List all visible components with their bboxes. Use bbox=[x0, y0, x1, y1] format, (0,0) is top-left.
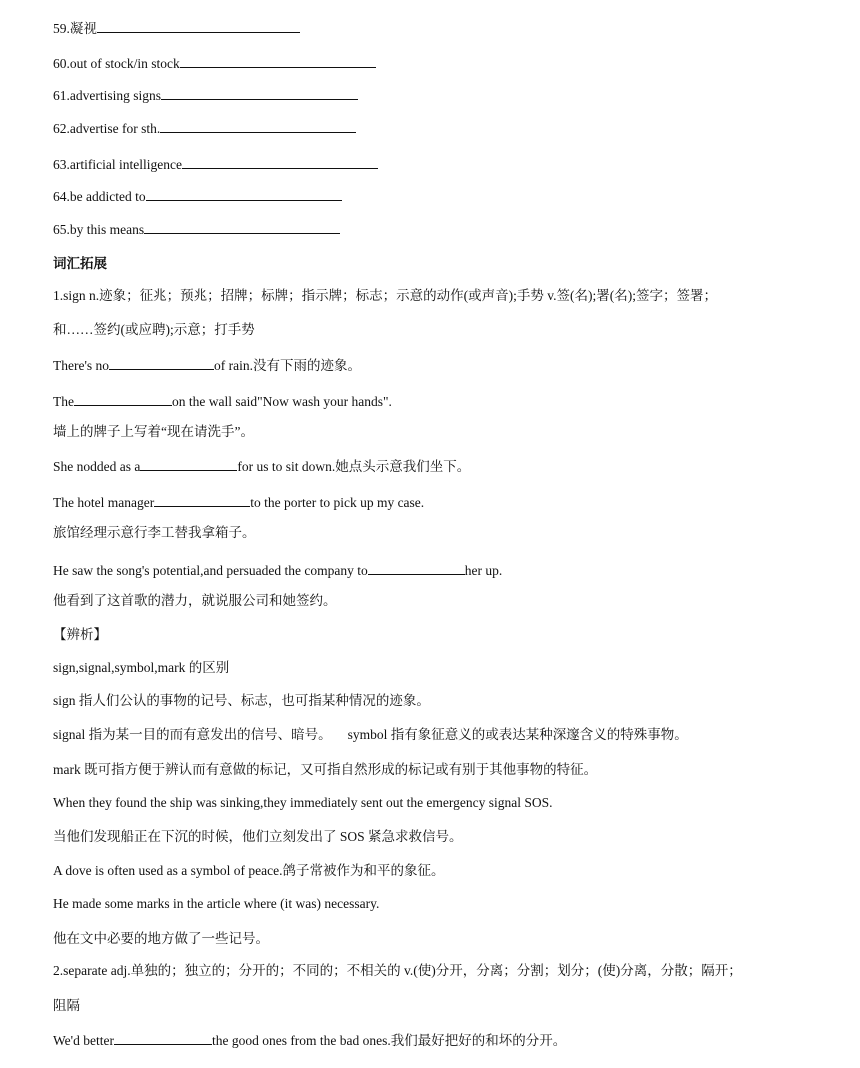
example-2-translation: 墙上的牌子上写着“现在请洗手”。 bbox=[53, 424, 254, 439]
answer-blank[interactable] bbox=[154, 494, 250, 507]
answer-blank[interactable] bbox=[182, 156, 378, 169]
example-4-translation: 旅馆经理示意行李工替我拿箱子。 bbox=[53, 525, 256, 540]
answer-blank[interactable] bbox=[97, 20, 300, 33]
answer-blank[interactable] bbox=[368, 562, 465, 575]
answer-blank[interactable] bbox=[144, 221, 340, 234]
analysis-example-1-translation: 当他们发现船正在下沉的时候，他们立刻发出了 SOS 紧急求救信号。 bbox=[53, 829, 463, 844]
analysis-mark: mark 既可指方便于辨认而有意做的标记，又可指自然形成的标记或有别于其他事物的特征。 bbox=[53, 762, 598, 777]
vocab-item-64: 64.be addicted to bbox=[53, 188, 342, 205]
example-4: The hotel manager to the porter to pick up my case. bbox=[53, 495, 425, 510]
entry-2-definition: 2.separate adj.单独的；独立的；分开的；不同的；不相关的 v.(使)分开，分离；分割；划分；(使)分离，分散；隔开； bbox=[53, 963, 742, 978]
answer-blank[interactable] bbox=[109, 357, 214, 370]
analysis-example-1: When they found the ship was sinking,they immediately sent out the emergency signal SOS. bbox=[53, 795, 553, 810]
example-5-translation: 他看到了这首歌的潜力，就说服公司和她签约。 bbox=[53, 593, 337, 608]
analysis-signal-symbol: signal 指为某一目的而有意发出的信号、暗号。 symbol 指有象征意义的或表达某种深邃含义的特殊事物。 bbox=[53, 727, 688, 742]
analysis-example-2: A dove is often used as a symbol of peace.鸽子常被作为和平的象征。 bbox=[53, 863, 445, 878]
vocab-item-62: 62.advertise for sth. bbox=[53, 120, 356, 137]
answer-blank[interactable] bbox=[161, 87, 358, 100]
entry-1-definition-cont: 和……签约(或应聘);示意；打手势 bbox=[53, 322, 255, 337]
vocab-item-60: 60.out of stock/in stock bbox=[53, 55, 376, 72]
answer-blank[interactable] bbox=[114, 1032, 212, 1045]
answer-blank[interactable] bbox=[74, 393, 172, 406]
vocab-item-59: 59.凝视 bbox=[53, 20, 300, 37]
analysis-example-3: He made some marks in the article where (it was) necessary. bbox=[53, 896, 380, 911]
analysis-title: 【辨析】 bbox=[53, 627, 107, 642]
answer-blank[interactable] bbox=[180, 55, 376, 68]
entry-2-definition-cont: 阻隔 bbox=[53, 998, 80, 1013]
analysis-example-3-translation: 他在文中必要的地方做了一些记号。 bbox=[53, 931, 269, 946]
entry-1-definition: 1.sign n.迹象；征兆；预兆；招牌；标牌；指示牌；标志；示意的动作(或声音);手势 v.签(名);署(名);签字；签署； bbox=[53, 288, 717, 303]
vocab-item-61: 61.advertising signs bbox=[53, 87, 358, 104]
example-3: She nodded as a for us to sit down.她点头示意我们坐下。 bbox=[53, 459, 471, 474]
answer-blank[interactable] bbox=[140, 458, 237, 471]
section-title: 词汇拓展 bbox=[53, 256, 107, 271]
example-1: There's no of rain.没有下雨的迹象。 bbox=[53, 358, 362, 373]
example-5: He saw the song's potential,and persuaded the company to her up. bbox=[53, 563, 503, 578]
analysis-sign: sign 指人们公认的事物的记号、标志，也可指某种情况的迹象。 bbox=[53, 693, 430, 708]
analysis-subtitle: sign,signal,symbol,mark 的区别 bbox=[53, 660, 230, 675]
example-2: The on the wall said"Now wash your hands". bbox=[53, 394, 392, 409]
answer-blank[interactable] bbox=[160, 120, 356, 133]
answer-blank[interactable] bbox=[146, 188, 342, 201]
example-6: We'd better the good ones from the bad ones.我们最好把好的和坏的分开。 bbox=[53, 1033, 567, 1048]
vocab-item-65: 65.by this means bbox=[53, 221, 340, 238]
vocab-item-63: 63.artificial intelligence bbox=[53, 156, 378, 173]
